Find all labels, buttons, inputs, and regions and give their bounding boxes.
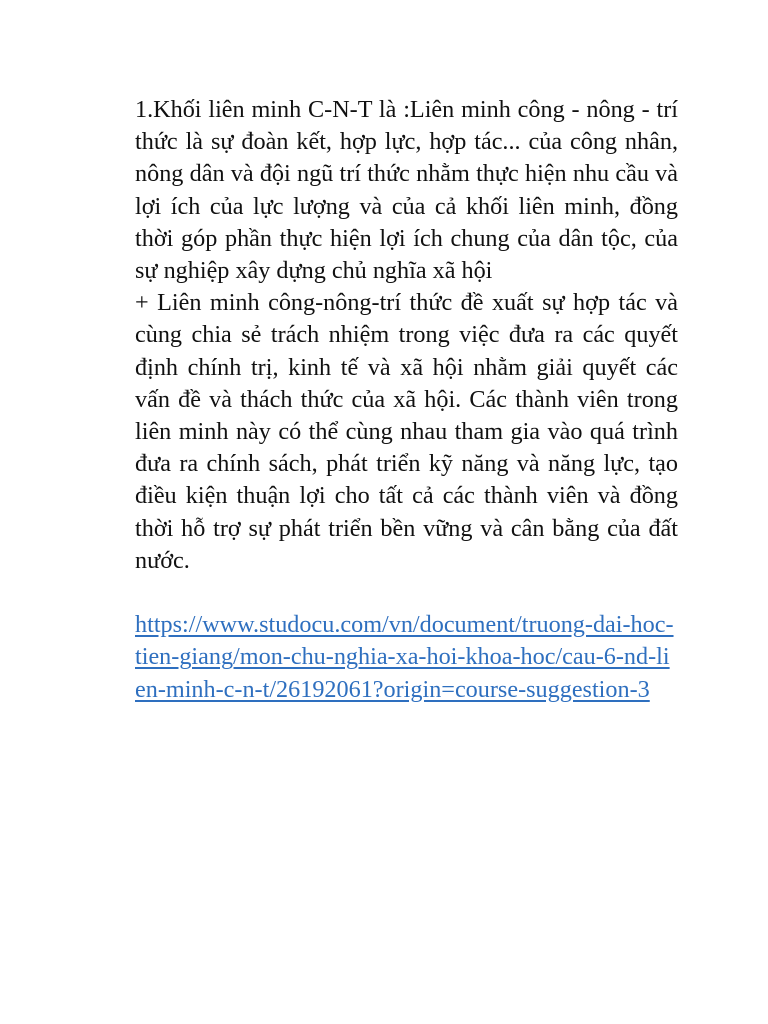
document-body bbox=[135, 94, 678, 706]
paragraph-definition: 1.Khối liên minh C-N-T là :Liên minh công - nông - trí thức là sự đoàn kết, hợp lực, hợp tác... của công nhân, nông dân và đội ngũ trí thức nhằm thực hiện nhu cầu và lợi ích của lực lượng và của cả khối liên minh, đồng thời góp phần thực hiện lợi ích chung của dân tộc, của sự nghiệp xây dựng chủ nghĩa xã hội bbox=[135, 96, 678, 285]
paragraph-explanation: + Liên minh công-nông-trí thức đề xuất sự hợp tác và cùng chia sẻ trách nhiệm trong việc đưa ra các quyết định chính trị, kinh tế và xã hội nhằm giải quyết các vấn đề và thách thức của xã hội. Các thành viên trong liên minh này có thể cùng nhau tham gia vào quá trình đưa ra chính sách, phát triển kỹ năng và năng lực, tạo điều kiện thuận lợi cho tất cả các thành viên và đồng thời hỗ trợ sự phát triển bền vững và cân bằng của đất nước. bbox=[135, 289, 678, 574]
source-link[interactable]: https://www.studocu.com/vn/document/truong-dai-hoc-tien-giang/mon-chu-nghia-xa-hoi-khoa-hoc/cau-6-nd-lien-minh-c-n-t/26192061?origin=course-suggestion-3 bbox=[135, 611, 674, 703]
blank-line bbox=[135, 577, 678, 609]
